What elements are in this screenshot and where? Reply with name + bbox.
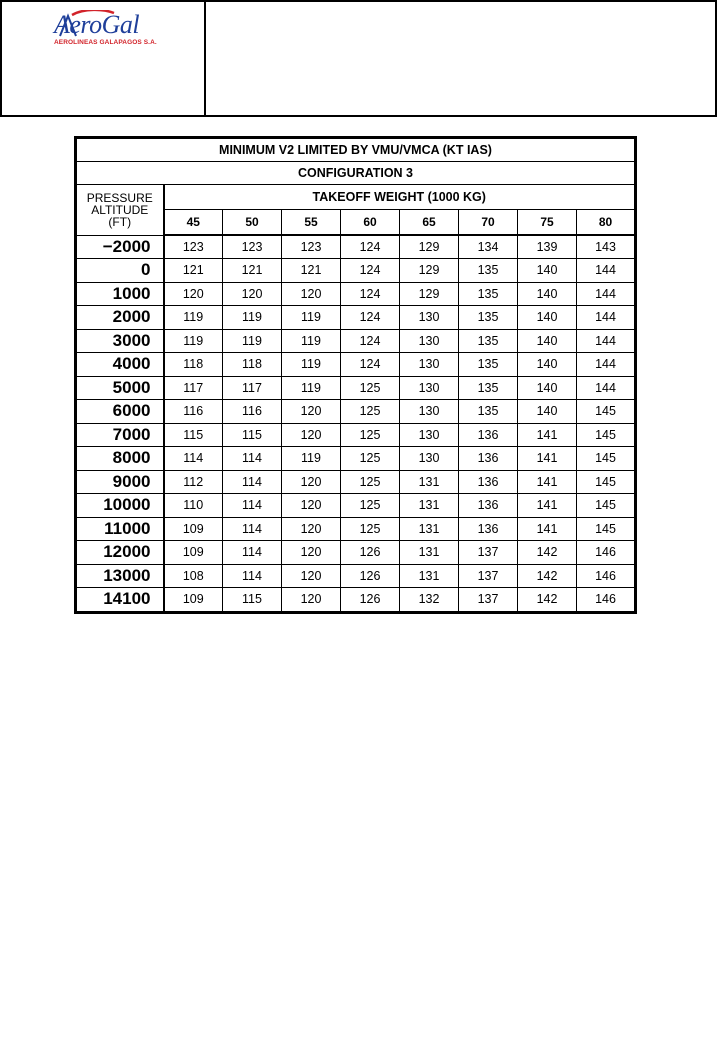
v2-value-cell: 136: [459, 423, 518, 447]
v2-value-cell: 118: [164, 353, 223, 377]
v2-value-cell: 146: [577, 541, 636, 565]
v2-value-cell: 144: [577, 329, 636, 353]
v2-value-cell: 119: [164, 306, 223, 330]
v2-value-cell: 137: [459, 588, 518, 613]
altitude-header-line2: ALTITUDE: [91, 202, 149, 217]
v2-value-cell: 114: [164, 447, 223, 471]
weight-header-cell: 75: [518, 210, 577, 236]
v2-value-cell: 130: [400, 306, 459, 330]
table-row: [76, 541, 636, 565]
v2-value-cell: 123: [164, 235, 223, 259]
v2-value-cell: 140: [518, 282, 577, 306]
v2-value-cell: 120: [223, 282, 282, 306]
v2-value-cell: 126: [341, 541, 400, 565]
table-row: [76, 494, 636, 518]
altitude-cell: 3000: [76, 329, 164, 353]
v2-value-cell: 141: [518, 447, 577, 471]
altitude-cell: 8000: [76, 447, 164, 471]
v2-value-cell: 145: [577, 517, 636, 541]
v2-value-cell: 125: [341, 376, 400, 400]
v2-value-cell: 141: [518, 423, 577, 447]
v2-value-cell: 114: [223, 517, 282, 541]
v2-value-cell: 119: [282, 447, 341, 471]
v2-value-cell: 130: [400, 400, 459, 424]
v2-value-cell: 124: [341, 235, 400, 259]
v2-value-cell: 135: [459, 353, 518, 377]
v2-value-cell: 129: [400, 259, 459, 283]
v2-value-cell: 115: [223, 423, 282, 447]
table-row: [76, 423, 636, 447]
table-row: [76, 564, 636, 588]
altitude-header-line1: PRESSURE: [86, 190, 153, 205]
v2-value-cell: 120: [282, 400, 341, 424]
v2-table: [74, 136, 637, 614]
table-row: [76, 259, 636, 283]
logo-text: AeroGal: [54, 10, 140, 39]
v2-value-cell: 114: [223, 470, 282, 494]
v2-value-cell: 120: [282, 494, 341, 518]
altitude-cell: 0: [76, 259, 164, 283]
v2-value-cell: 142: [518, 564, 577, 588]
table-title: MINIMUM V2 LIMITED BY VMU/VMCA (KT IAS): [76, 138, 636, 162]
v2-value-cell: 121: [282, 259, 341, 283]
table-row: [76, 470, 636, 494]
v2-value-cell: 129: [400, 235, 459, 259]
altitude-cell: 14100: [76, 588, 164, 613]
v2-value-cell: 145: [577, 423, 636, 447]
v2-value-cell: 125: [341, 470, 400, 494]
table-row: [76, 376, 636, 400]
table-row: [76, 329, 636, 353]
v2-value-cell: 131: [400, 517, 459, 541]
v2-value-cell: 120: [282, 470, 341, 494]
v2-value-cell: 124: [341, 259, 400, 283]
v2-value-cell: 123: [282, 235, 341, 259]
v2-value-cell: 139: [518, 235, 577, 259]
v2-value-cell: 114: [223, 541, 282, 565]
v2-value-cell: 142: [518, 588, 577, 613]
v2-value-cell: 130: [400, 329, 459, 353]
v2-value-cell: 145: [577, 447, 636, 471]
v2-value-cell: 124: [341, 353, 400, 377]
v2-value-cell: 119: [282, 376, 341, 400]
v2-value-cell: 119: [282, 306, 341, 330]
v2-value-cell: 135: [459, 400, 518, 424]
v2-value-cell: 124: [341, 306, 400, 330]
v2-value-cell: 132: [400, 588, 459, 613]
v2-value-cell: 141: [518, 517, 577, 541]
v2-value-cell: 140: [518, 353, 577, 377]
v2-value-cell: 124: [341, 282, 400, 306]
v2-value-cell: 115: [223, 588, 282, 613]
altitude-cell: 2000: [76, 306, 164, 330]
v2-value-cell: 126: [341, 564, 400, 588]
v2-value-cell: 118: [223, 353, 282, 377]
v2-value-cell: 120: [282, 588, 341, 613]
table-row: [76, 517, 636, 541]
aerogal-logo: [54, 10, 174, 50]
altitude-cell: 10000: [76, 494, 164, 518]
v2-value-cell: 137: [459, 541, 518, 565]
v2-value-cell: 144: [577, 306, 636, 330]
header-divider: [204, 0, 206, 117]
v2-value-cell: 135: [459, 376, 518, 400]
altitude-cell: −2000: [76, 235, 164, 259]
v2-value-cell: 112: [164, 470, 223, 494]
v2-value-cell: 123: [223, 235, 282, 259]
v2-value-cell: 109: [164, 541, 223, 565]
altitude-cell: 6000: [76, 400, 164, 424]
v2-value-cell: 120: [282, 541, 341, 565]
altitude-cell: 9000: [76, 470, 164, 494]
v2-value-cell: 141: [518, 470, 577, 494]
altitude-cell: 7000: [76, 423, 164, 447]
v2-value-cell: 125: [341, 423, 400, 447]
v2-value-cell: 146: [577, 564, 636, 588]
v2-value-cell: 114: [223, 447, 282, 471]
v2-value-cell: 120: [282, 423, 341, 447]
v2-table-container: [74, 136, 637, 614]
v2-value-cell: 145: [577, 494, 636, 518]
v2-value-cell: 120: [282, 282, 341, 306]
v2-value-cell: 134: [459, 235, 518, 259]
v2-value-cell: 114: [223, 564, 282, 588]
v2-value-cell: 146: [577, 588, 636, 613]
v2-value-cell: 130: [400, 353, 459, 377]
altitude-cell: 5000: [76, 376, 164, 400]
v2-value-cell: 119: [164, 329, 223, 353]
v2-value-cell: 144: [577, 259, 636, 283]
v2-value-cell: 137: [459, 564, 518, 588]
v2-value-cell: 110: [164, 494, 223, 518]
v2-value-cell: 119: [223, 329, 282, 353]
weight-header-cell: 65: [400, 210, 459, 236]
weight-header-cell: 50: [223, 210, 282, 236]
v2-value-cell: 141: [518, 494, 577, 518]
altitude-cell: 13000: [76, 564, 164, 588]
v2-value-cell: 120: [282, 564, 341, 588]
v2-value-cell: 145: [577, 470, 636, 494]
takeoff-weight-header: TAKEOFF WEIGHT (1000 KG): [164, 185, 636, 210]
v2-value-cell: 143: [577, 235, 636, 259]
v2-value-cell: 124: [341, 329, 400, 353]
table-row: [76, 353, 636, 377]
v2-value-cell: 144: [577, 376, 636, 400]
v2-value-cell: 131: [400, 494, 459, 518]
v2-value-cell: 119: [282, 329, 341, 353]
v2-value-cell: 117: [223, 376, 282, 400]
v2-value-cell: 131: [400, 541, 459, 565]
v2-value-cell: 145: [577, 400, 636, 424]
v2-value-cell: 130: [400, 376, 459, 400]
table-row: [76, 306, 636, 330]
table-row: [76, 447, 636, 471]
v2-value-cell: 130: [400, 447, 459, 471]
v2-value-cell: 125: [341, 494, 400, 518]
v2-value-cell: 136: [459, 447, 518, 471]
altitude-cell: 12000: [76, 541, 164, 565]
v2-value-cell: 115: [164, 423, 223, 447]
altitude-cell: 4000: [76, 353, 164, 377]
v2-value-cell: 140: [518, 306, 577, 330]
v2-value-cell: 119: [282, 353, 341, 377]
altitude-header-line3: (FT): [108, 214, 132, 229]
weight-header-cell: 80: [577, 210, 636, 236]
v2-value-cell: 136: [459, 494, 518, 518]
v2-value-cell: 140: [518, 400, 577, 424]
v2-value-cell: 135: [459, 259, 518, 283]
v2-value-cell: 116: [164, 400, 223, 424]
weight-header-cell: 60: [341, 210, 400, 236]
table-row: [76, 400, 636, 424]
v2-value-cell: 114: [223, 494, 282, 518]
v2-value-cell: 125: [341, 400, 400, 424]
v2-value-cell: 109: [164, 517, 223, 541]
v2-value-cell: 144: [577, 282, 636, 306]
v2-value-cell: 121: [223, 259, 282, 283]
v2-value-cell: 125: [341, 447, 400, 471]
altitude-header: [76, 185, 164, 236]
v2-value-cell: 131: [400, 564, 459, 588]
weight-header-cell: 70: [459, 210, 518, 236]
v2-value-cell: 130: [400, 423, 459, 447]
weight-header-cell: 45: [164, 210, 223, 236]
weight-header-cell: 55: [282, 210, 341, 236]
altitude-cell: 1000: [76, 282, 164, 306]
v2-value-cell: 108: [164, 564, 223, 588]
logo-subtitle: AEROLINEAS GALAPAGOS S.A.: [54, 39, 157, 46]
v2-value-cell: 144: [577, 353, 636, 377]
v2-value-cell: 129: [400, 282, 459, 306]
v2-value-cell: 126: [341, 588, 400, 613]
v2-value-cell: 120: [282, 517, 341, 541]
altitude-cell: 11000: [76, 517, 164, 541]
v2-value-cell: 140: [518, 376, 577, 400]
table-row: [76, 235, 636, 259]
v2-value-cell: 135: [459, 306, 518, 330]
v2-value-cell: 135: [459, 282, 518, 306]
v2-value-cell: 109: [164, 588, 223, 613]
v2-value-cell: 140: [518, 329, 577, 353]
v2-value-cell: 120: [164, 282, 223, 306]
v2-value-cell: 116: [223, 400, 282, 424]
v2-value-cell: 125: [341, 517, 400, 541]
v2-value-cell: 136: [459, 517, 518, 541]
v2-value-cell: 119: [223, 306, 282, 330]
v2-value-cell: 140: [518, 259, 577, 283]
v2-value-cell: 131: [400, 470, 459, 494]
configuration-label: CONFIGURATION 3: [76, 162, 636, 185]
table-row: [76, 588, 636, 613]
v2-value-cell: 135: [459, 329, 518, 353]
table-row: [76, 282, 636, 306]
v2-value-cell: 117: [164, 376, 223, 400]
v2-value-cell: 142: [518, 541, 577, 565]
v2-value-cell: 136: [459, 470, 518, 494]
v2-value-cell: 121: [164, 259, 223, 283]
